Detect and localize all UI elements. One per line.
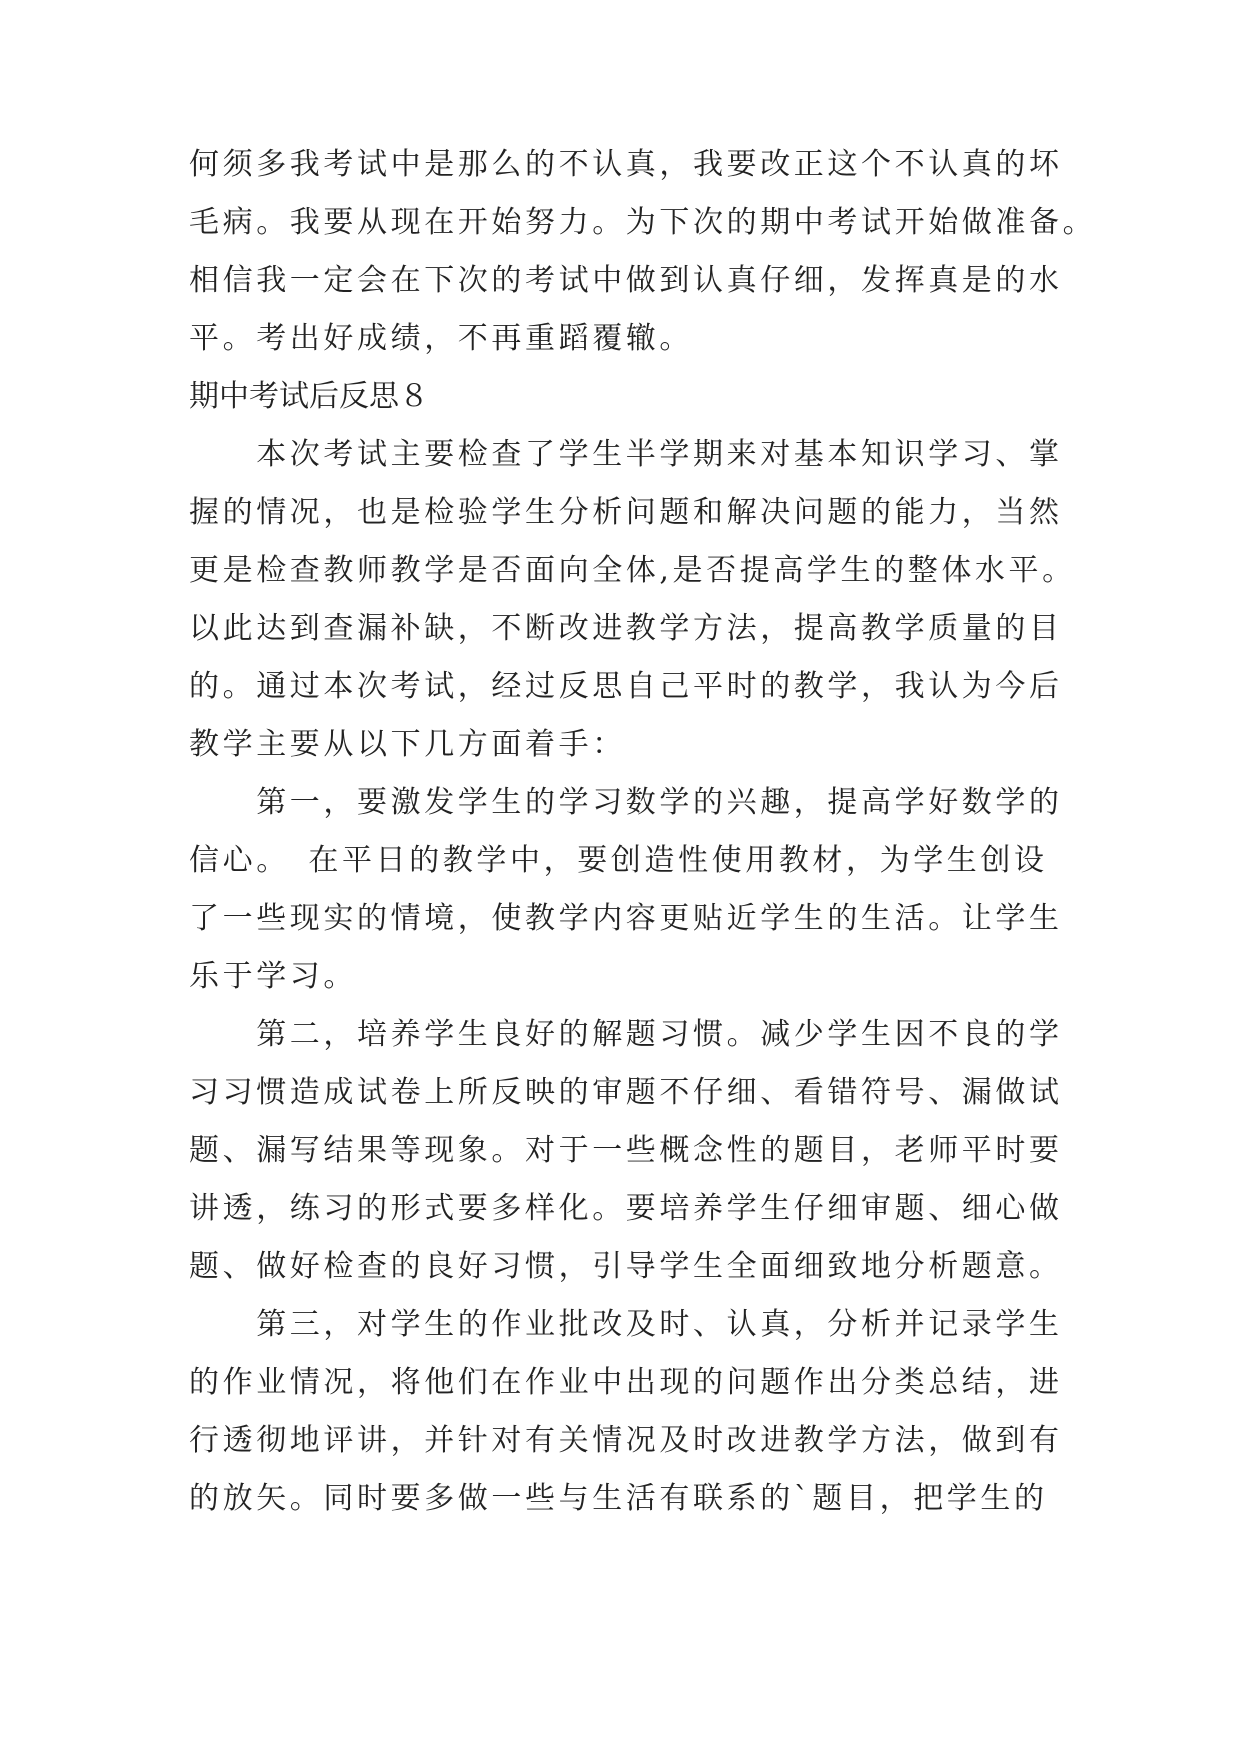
section-heading: 期中考试后反思８ <box>189 379 429 414</box>
body-text-line: 习习惯造成试卷上所反映的审题不仔细、看错符号、漏做试 <box>189 1075 1063 1110</box>
body-text-line: 本次考试主要检查了学生半学期来对基本知识学习、掌 <box>189 437 1063 472</box>
body-text-line: 平。考出好成绩，不再重蹈覆辙。 <box>189 321 693 356</box>
body-text-line: 乐于学习。 <box>189 959 357 994</box>
body-text-line: 的作业情况，将他们在作业中出现的问题作出分类总结，进 <box>189 1365 1063 1400</box>
body-text-line: 教学主要从以下几方面着手： <box>189 727 626 762</box>
body-text-line: 题、做好检查的良好习惯，引导学生全面细致地分析题意。 <box>189 1249 1063 1284</box>
body-text-line: 第二，培养学生良好的解题习惯。减少学生因不良的学 <box>189 1017 1063 1052</box>
body-text-line: 信心。 在平日的教学中，要创造性使用教材，为学生创设 <box>189 843 1048 878</box>
body-text-line: 题、漏写结果等现象。对于一些概念性的题目，老师平时要 <box>189 1133 1063 1168</box>
body-text-line: 了一些现实的情境，使教学内容更贴近学生的生活。让学生 <box>189 901 1063 936</box>
body-text-line: 第一，要激发学生的学习数学的兴趣，提高学好数学的 <box>189 785 1063 820</box>
body-text-line: 行透彻地评讲，并针对有关情况及时改进教学方法，做到有 <box>189 1423 1063 1458</box>
body-text-line: 更是检查教师教学是否面向全体,是否提高学生的整体水平。 <box>189 553 1076 588</box>
body-text-line: 的。通过本次考试，经过反思自己平时的教学，我认为今后 <box>189 669 1063 704</box>
body-text-line: 握的情况，也是检验学生分析问题和解决问题的能力，当然 <box>189 495 1063 530</box>
body-text-line: 毛病。我要从现在开始努力。为下次的期中考试开始做准备。 <box>189 205 1097 240</box>
body-text-line: 相信我一定会在下次的考试中做到认真仔细，发挥真是的水 <box>189 263 1063 298</box>
body-text-line: 的放矢。同时要多做一些与生活有联系的`题目，把学生的 <box>189 1481 1048 1516</box>
body-text-line: 第三，对学生的作业批改及时、认真，分析并记录学生 <box>189 1307 1063 1342</box>
body-text-line: 何须多我考试中是那么的不认真，我要改正这个不认真的坏 <box>189 147 1063 182</box>
body-text-line: 以此达到查漏补缺，不断改进教学方法，提高教学质量的目 <box>189 611 1063 646</box>
body-text-line: 讲透，练习的形式要多样化。要培养学生仔细审题、细心做 <box>189 1191 1063 1226</box>
